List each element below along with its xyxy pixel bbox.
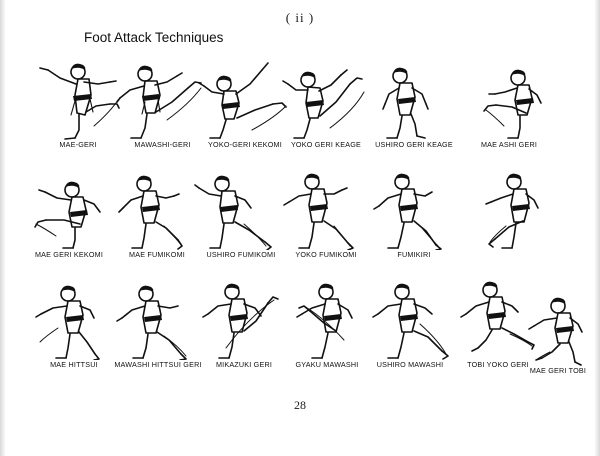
figure-caption: YOKO-GERI KEKOMI	[208, 140, 282, 149]
figure-cell	[278, 168, 374, 259]
figure-cell	[278, 58, 374, 149]
figure-row	[10, 168, 590, 278]
figure-caption: USHIRO GERI KEAGE	[375, 140, 453, 149]
page-number: 28	[294, 398, 306, 412]
karate-figure-yoko-fumikomi	[278, 168, 374, 250]
page-title: Foot Attack Techniques	[84, 30, 224, 45]
figure-caption: FUMIKIRI	[397, 250, 431, 259]
figure-row	[10, 278, 590, 388]
figure-cell	[510, 294, 600, 375]
karate-figure-ushiro-fumikomi	[192, 168, 290, 250]
karate-figure-knee-strike	[462, 168, 556, 250]
page-header: ( ii )	[285, 10, 315, 25]
figure-caption: MIKAZUKI GERI	[215, 360, 273, 369]
karate-figure-mae-geri-kekomi	[20, 168, 118, 250]
figure-row	[10, 58, 590, 168]
figure-cell	[368, 168, 460, 259]
figure-caption: MAE ASHI GERI	[480, 140, 538, 149]
figure-cell	[462, 58, 556, 149]
karate-figure-mae-ashi-geri	[462, 58, 556, 140]
figure-caption: MAWASHI-GERI	[134, 140, 191, 149]
figure-cell	[362, 58, 466, 149]
karate-figure-mae-fumikomi	[110, 168, 204, 250]
karate-figure-mae-geri	[32, 58, 124, 140]
karate-figure-yoko-geri-keage	[278, 58, 374, 140]
figure-caption: TOBI YOKO GERI	[467, 360, 529, 369]
figure-caption: MAE HITTSUI	[50, 360, 98, 369]
figure-cell	[462, 168, 556, 250]
figure-caption: GYAKU MAWASHI	[295, 360, 359, 369]
figure-cell	[360, 278, 460, 369]
figure-grid	[10, 58, 590, 388]
figure-caption: USHIRO FUMIKOMI	[206, 250, 276, 259]
figure-caption: MAWASHI HITTSUI GERI	[114, 360, 202, 369]
karate-figure-mae-geri-tobi	[514, 294, 600, 366]
figure-caption: MAE-GERI	[59, 140, 97, 149]
figure-cell	[20, 168, 118, 259]
figure-cell	[32, 58, 124, 149]
figure-caption: MAE GERI TOBI	[529, 366, 587, 375]
figure-caption: YOKO GERI KEAGE	[290, 140, 362, 149]
figure-caption: MAE GERI KEKOMI	[34, 250, 104, 259]
karate-figure-fumikiri	[368, 168, 460, 250]
figure-cell	[110, 168, 204, 259]
figure-cell	[192, 168, 290, 259]
figure-caption: USHIRO MAWASHI	[376, 360, 444, 369]
karate-figure-ushiro-mawashi	[360, 278, 460, 360]
karate-figure-ushiro-geri-keage	[362, 58, 466, 140]
figure-caption: MAE FUMIKOMI	[129, 250, 185, 259]
figure-caption: YOKO FUMIKOMI	[295, 250, 357, 259]
